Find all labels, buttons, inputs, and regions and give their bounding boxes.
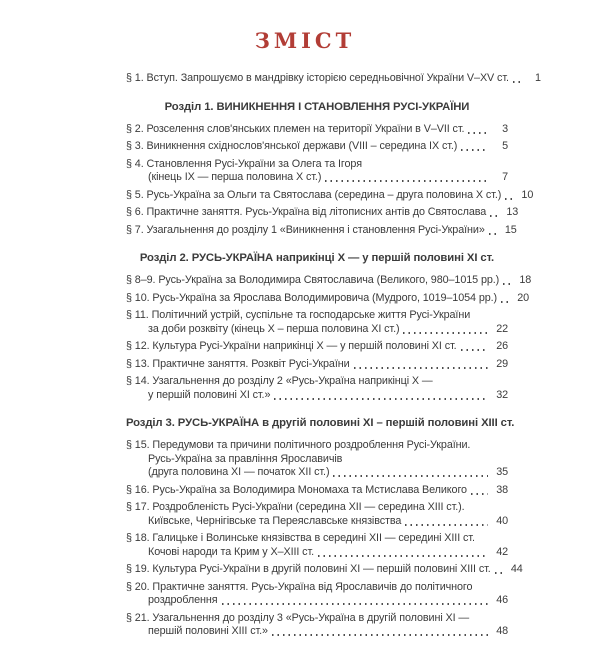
toc-entry bbox=[126, 501, 508, 528]
page-number: 18 bbox=[519, 274, 532, 286]
entry-text: Кочові народи та Крим у X–XIII ст. bbox=[148, 545, 315, 558]
toc-entry bbox=[126, 340, 508, 354]
dot-leader bbox=[461, 149, 488, 151]
entry-line bbox=[126, 140, 508, 154]
entry-text: § 3. Виникнення східнослов'янської держави (VIII – середина IX ст.) bbox=[126, 140, 458, 152]
entry-text: § 18. Галицьке і Волинське князівства в середині XII — середині XIII ст. bbox=[126, 532, 475, 544]
page-number: 20 bbox=[517, 291, 530, 304]
toc-entry bbox=[126, 72, 541, 86]
page-number: 13 bbox=[506, 206, 519, 218]
entry-line bbox=[126, 358, 508, 372]
entry-line bbox=[126, 453, 508, 467]
dot-leader bbox=[505, 198, 513, 200]
toc-entry bbox=[126, 274, 532, 288]
entry-text: § 11. Політичний устрій, суспільне та господарське життя Русі-України bbox=[126, 309, 471, 321]
dot-leader bbox=[461, 349, 488, 351]
entry-text: Київське, Чернігівське та Переяславське князівства bbox=[148, 514, 402, 527]
dot-leader bbox=[501, 301, 509, 303]
entry-text: Русь-Україна за правління Ярославичів bbox=[148, 452, 343, 465]
toc-entry bbox=[126, 563, 523, 577]
entry-text: § 21. Узагальнення до розділу 3 «Русь-Україна в другій половині XI — bbox=[126, 611, 470, 624]
toc-entry bbox=[126, 140, 508, 154]
entry-line bbox=[126, 171, 508, 185]
entry-line bbox=[126, 389, 508, 403]
page-number: 44 bbox=[510, 563, 523, 575]
entry-text: (друга половина XI — початок XII ст.) bbox=[148, 466, 330, 478]
entry-text: за доби розквіту (кінець X – перша половина XI ст.) bbox=[148, 322, 400, 335]
dot-leader bbox=[495, 572, 503, 574]
entry-text: роздроблення bbox=[148, 594, 218, 606]
toc-entry bbox=[126, 612, 508, 639]
entry-text: § 12. Культура Русі-України наприкінці X — у першій половині XI ст. bbox=[126, 340, 457, 352]
entry-text: § 20. Практичне заняття. Русь-Україна від Ярославичів до політичного bbox=[126, 580, 473, 593]
entry-text: § 13. Практичне заняття. Розквіт Русі-України bbox=[126, 357, 350, 370]
entry-line bbox=[126, 340, 508, 354]
entry-line bbox=[126, 563, 523, 577]
entry-line bbox=[126, 581, 508, 595]
page-title: ЗМІСТ bbox=[254, 28, 356, 53]
toc-entry bbox=[126, 484, 508, 498]
entry-line bbox=[126, 546, 508, 560]
entry-line bbox=[126, 223, 517, 238]
page-number: 40 bbox=[496, 514, 508, 527]
dot-leader bbox=[403, 332, 488, 334]
entry-line bbox=[126, 188, 534, 203]
page-number: 22 bbox=[496, 322, 508, 335]
dot-leader bbox=[325, 180, 488, 182]
entry-text: § 1. Вступ. Запрошуємо в мандрівку історією середньовічної України V–XV ст. bbox=[126, 72, 509, 84]
entry-text: § 10. Русь-Україна за Ярослава Володимировича (Мудрого, 1019–1054 рр.) bbox=[126, 291, 498, 304]
dot-leader bbox=[513, 81, 521, 83]
section-heading: Розділ 2. РУСЬ-УКРАЇНА наприкінці X — у першій половині XI ст. bbox=[139, 252, 495, 264]
entry-line bbox=[126, 532, 508, 546]
entry-line bbox=[126, 501, 508, 515]
entry-line bbox=[126, 439, 508, 453]
page-number: 29 bbox=[496, 357, 508, 370]
entry-text: § 7. Узагальнення до розділу 1 «Виникнення і становлення Русі-України» bbox=[126, 223, 485, 236]
entry-line bbox=[126, 484, 508, 498]
dot-leader bbox=[333, 475, 488, 477]
entry-text: § 15. Передумови та причини політичного роздроблення Русі-України. bbox=[126, 439, 471, 451]
page-number: 3 bbox=[502, 122, 508, 135]
dot-leader bbox=[272, 634, 488, 636]
page-number: 1 bbox=[535, 72, 541, 84]
entry-line bbox=[126, 72, 541, 86]
page-number: 35 bbox=[496, 466, 508, 478]
toc-entry bbox=[126, 158, 508, 185]
toc bbox=[126, 72, 541, 639]
page-number: 42 bbox=[496, 545, 508, 558]
entry-text: § 19. Культура Русі-України в другій половині XI — першій половині XIII ст. bbox=[126, 563, 491, 575]
page-number: 26 bbox=[496, 340, 508, 352]
toc-entry bbox=[126, 223, 517, 238]
toc-entry bbox=[126, 358, 508, 372]
entry-text: § 4. Становлення Русі-України за Олега та Ігоря bbox=[126, 157, 362, 170]
entry-line bbox=[126, 291, 530, 306]
toc-entry bbox=[126, 375, 508, 402]
entry-text: у першій половині XI ст.» bbox=[148, 388, 271, 401]
toc-entry bbox=[126, 581, 508, 608]
entry-line bbox=[126, 158, 508, 172]
entry-line bbox=[126, 625, 508, 639]
page-number: 5 bbox=[502, 140, 508, 152]
entry-line bbox=[126, 594, 508, 608]
entry-line bbox=[126, 466, 508, 480]
dot-leader bbox=[503, 283, 511, 285]
page-number: 48 bbox=[496, 625, 508, 637]
toc-entry bbox=[126, 291, 530, 306]
toc-section bbox=[126, 72, 541, 86]
entry-line bbox=[126, 612, 508, 626]
entry-line bbox=[126, 274, 532, 288]
toc-entry bbox=[126, 439, 508, 480]
page-number: 38 bbox=[496, 483, 508, 496]
toc-entry bbox=[126, 309, 508, 336]
entry-line bbox=[126, 515, 508, 529]
toc-section bbox=[126, 251, 532, 402]
dot-leader bbox=[354, 367, 488, 369]
entry-text: § 2. Розселення слов'янських племен на території України в V–VII ст. bbox=[126, 122, 465, 135]
entry-text: § 16. Русь-Україна за Володимира Мономаха та Мстислава Великого bbox=[126, 483, 467, 496]
entry-text: (кінець IX — перша половина X ст.) bbox=[148, 171, 322, 183]
page-number: 10 bbox=[521, 188, 534, 201]
dot-leader bbox=[489, 233, 497, 235]
toc-entry bbox=[126, 123, 508, 137]
entry-line bbox=[126, 309, 508, 323]
dot-leader bbox=[405, 524, 488, 526]
entry-text: § 17. Роздробленість Русі-України (середина XII — середина XIII ст.). bbox=[126, 501, 465, 513]
entry-line bbox=[126, 323, 508, 337]
entry-text: § 6. Практичне заняття. Русь-Україна від літописних антів до Святослава bbox=[126, 206, 487, 218]
section-heading: Розділ 1. ВИНИКНЕННЯ І СТАНОВЛЕННЯ РУСІ-УКРАЇНИ bbox=[164, 100, 470, 113]
entry-text: § 5. Русь-Україна за Ольги та Святослава (середина – друга половина X ст.) bbox=[126, 188, 502, 201]
toc-entry bbox=[126, 188, 534, 203]
entry-text: першій половині XIII ст.» bbox=[148, 625, 268, 637]
entry-text: § 8–9. Русь-Україна за Володимира Святославича (Великого, 980–1015 рр.) bbox=[126, 274, 500, 286]
toc-entry bbox=[126, 532, 508, 559]
page-number: 46 bbox=[496, 594, 508, 606]
dot-leader bbox=[468, 132, 488, 134]
entry-line bbox=[126, 123, 508, 137]
entry-line bbox=[126, 375, 508, 389]
dot-leader bbox=[318, 555, 488, 557]
entry-line bbox=[126, 206, 519, 220]
dot-leader bbox=[222, 603, 489, 605]
dot-leader bbox=[274, 398, 488, 400]
toc-section bbox=[126, 416, 523, 639]
toc-section bbox=[126, 100, 534, 238]
page-number: 32 bbox=[496, 388, 508, 401]
dot-leader bbox=[471, 493, 488, 495]
entry-text: § 14. Узагальнення до розділу 2 «Русь-Україна наприкінці X — bbox=[126, 375, 433, 387]
page-number: 7 bbox=[502, 171, 508, 183]
section-heading: Розділ 3. РУСЬ-УКРАЇНА в другій половині XI – першій половині XIII ст. bbox=[126, 417, 515, 429]
page-number: 15 bbox=[504, 223, 517, 236]
dot-leader bbox=[490, 215, 498, 217]
toc-entry bbox=[126, 206, 519, 220]
